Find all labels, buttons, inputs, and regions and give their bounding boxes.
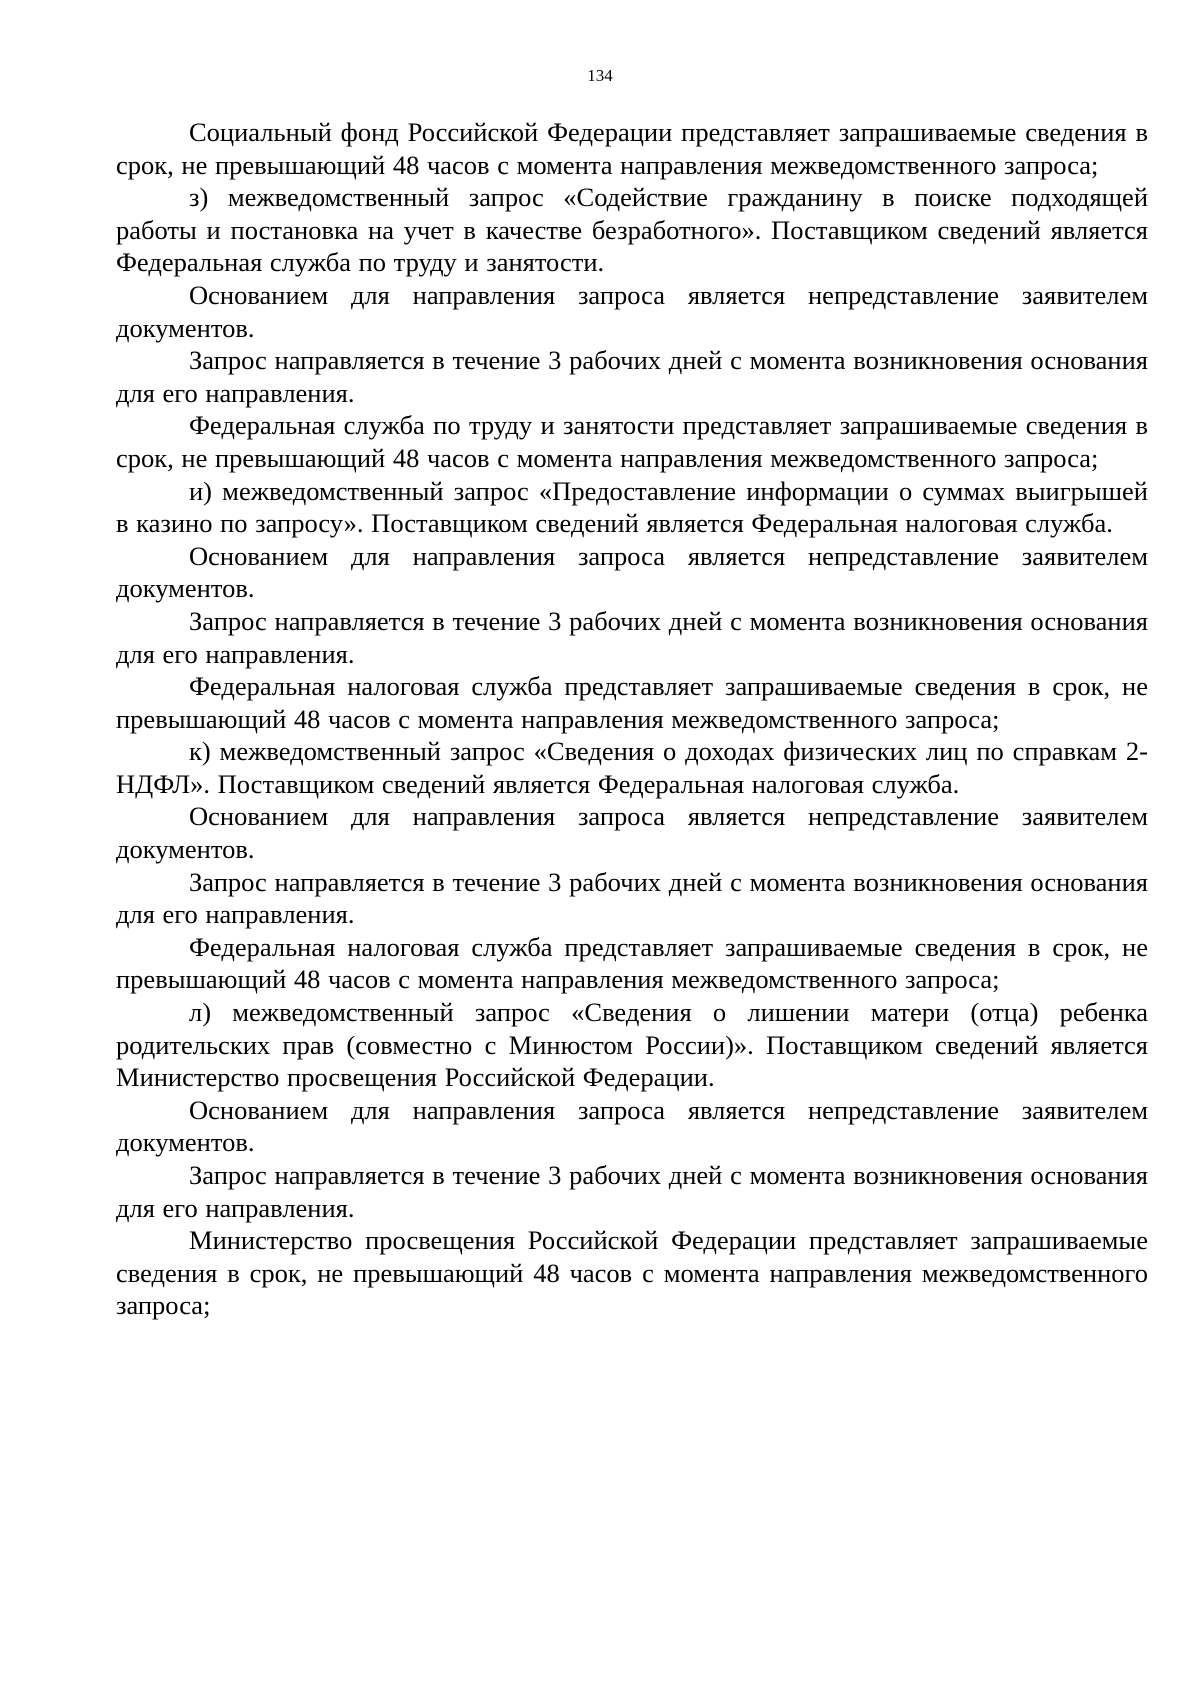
document-body [116,116,1148,1322]
paragraph: Запрос направляется в течение 3 рабочих дней с момента возникновения основания для его направления. [116,866,1148,930]
paragraph: Социальный фонд Российской Федерации представляет запрашиваемые сведения в срок, не превышающий 48 часов с момента направления межведомственного запроса; [116,117,1148,180]
paragraph: Федеральная налоговая служба представляет запрашиваемые сведения в срок, не превышающий 48 часов с момента направления межведомственного запроса; [116,671,1148,734]
paragraph: Запрос направляется в течение 3 рабочих дней с момента возникновения основания для его направления. [116,605,1148,669]
paragraph: Основанием для направления запроса является непредставление заявителем документов. [116,1094,1148,1158]
paragraph: з) межведомственный запрос «Содействие гражданину в поиске подходящей работы и постановка на учет в качестве безработного». Поставщиком сведений является Федеральная служба по труду и занятости. [116,182,1148,278]
paragraph: Основанием для направления запроса является непредставление заявителем документов. [116,540,1148,604]
paragraph: л) межведомственный запрос «Сведения о лишении матери (отца) ребенка родительских прав (совместно с Минюстом России)». Поставщиком сведений является Министерство просвещения Российской Федерации. [116,997,1148,1093]
paragraph: Федеральная налоговая служба представляет запрашиваемые сведения в срок, не превышающий 48 часов с момента направления межведомственного запроса; [116,931,1148,995]
paragraph: Федеральная служба по труду и занятости представляет запрашиваемые сведения в срок, не превышающий 48 часов с момента направления межведомственного запроса; [116,410,1148,473]
paragraph: к) межведомственный запрос «Сведения о доходах физических лиц по справкам 2-НДФЛ». Поставщиком сведений является Федеральная налоговая служба. [116,736,1148,799]
paragraph: Основанием для направления запроса является непредставление заявителем документов. [116,279,1148,343]
page-number: 134 [587,66,613,85]
paragraph: Министерство просвещения Российской Федерации представляет запрашиваемые сведения в срок, не превышающий 48 часов с момента направления межведомственного запроса; [116,1225,1148,1321]
paragraph: Запрос направляется в течение 3 рабочих дней с момента возникновения основания для его направления. [116,345,1148,408]
paragraph: и) межведомственный запрос «Предоставление информации о суммах выигрышей в казино по запросу». Поставщиком сведений является Федеральная налоговая служба. [116,475,1148,539]
paragraph: Основанием для направления запроса является непредставление заявителем документов. [116,801,1148,865]
paragraph: Запрос направляется в течение 3 рабочих дней с момента возникновения основания для его направления. [116,1160,1148,1223]
